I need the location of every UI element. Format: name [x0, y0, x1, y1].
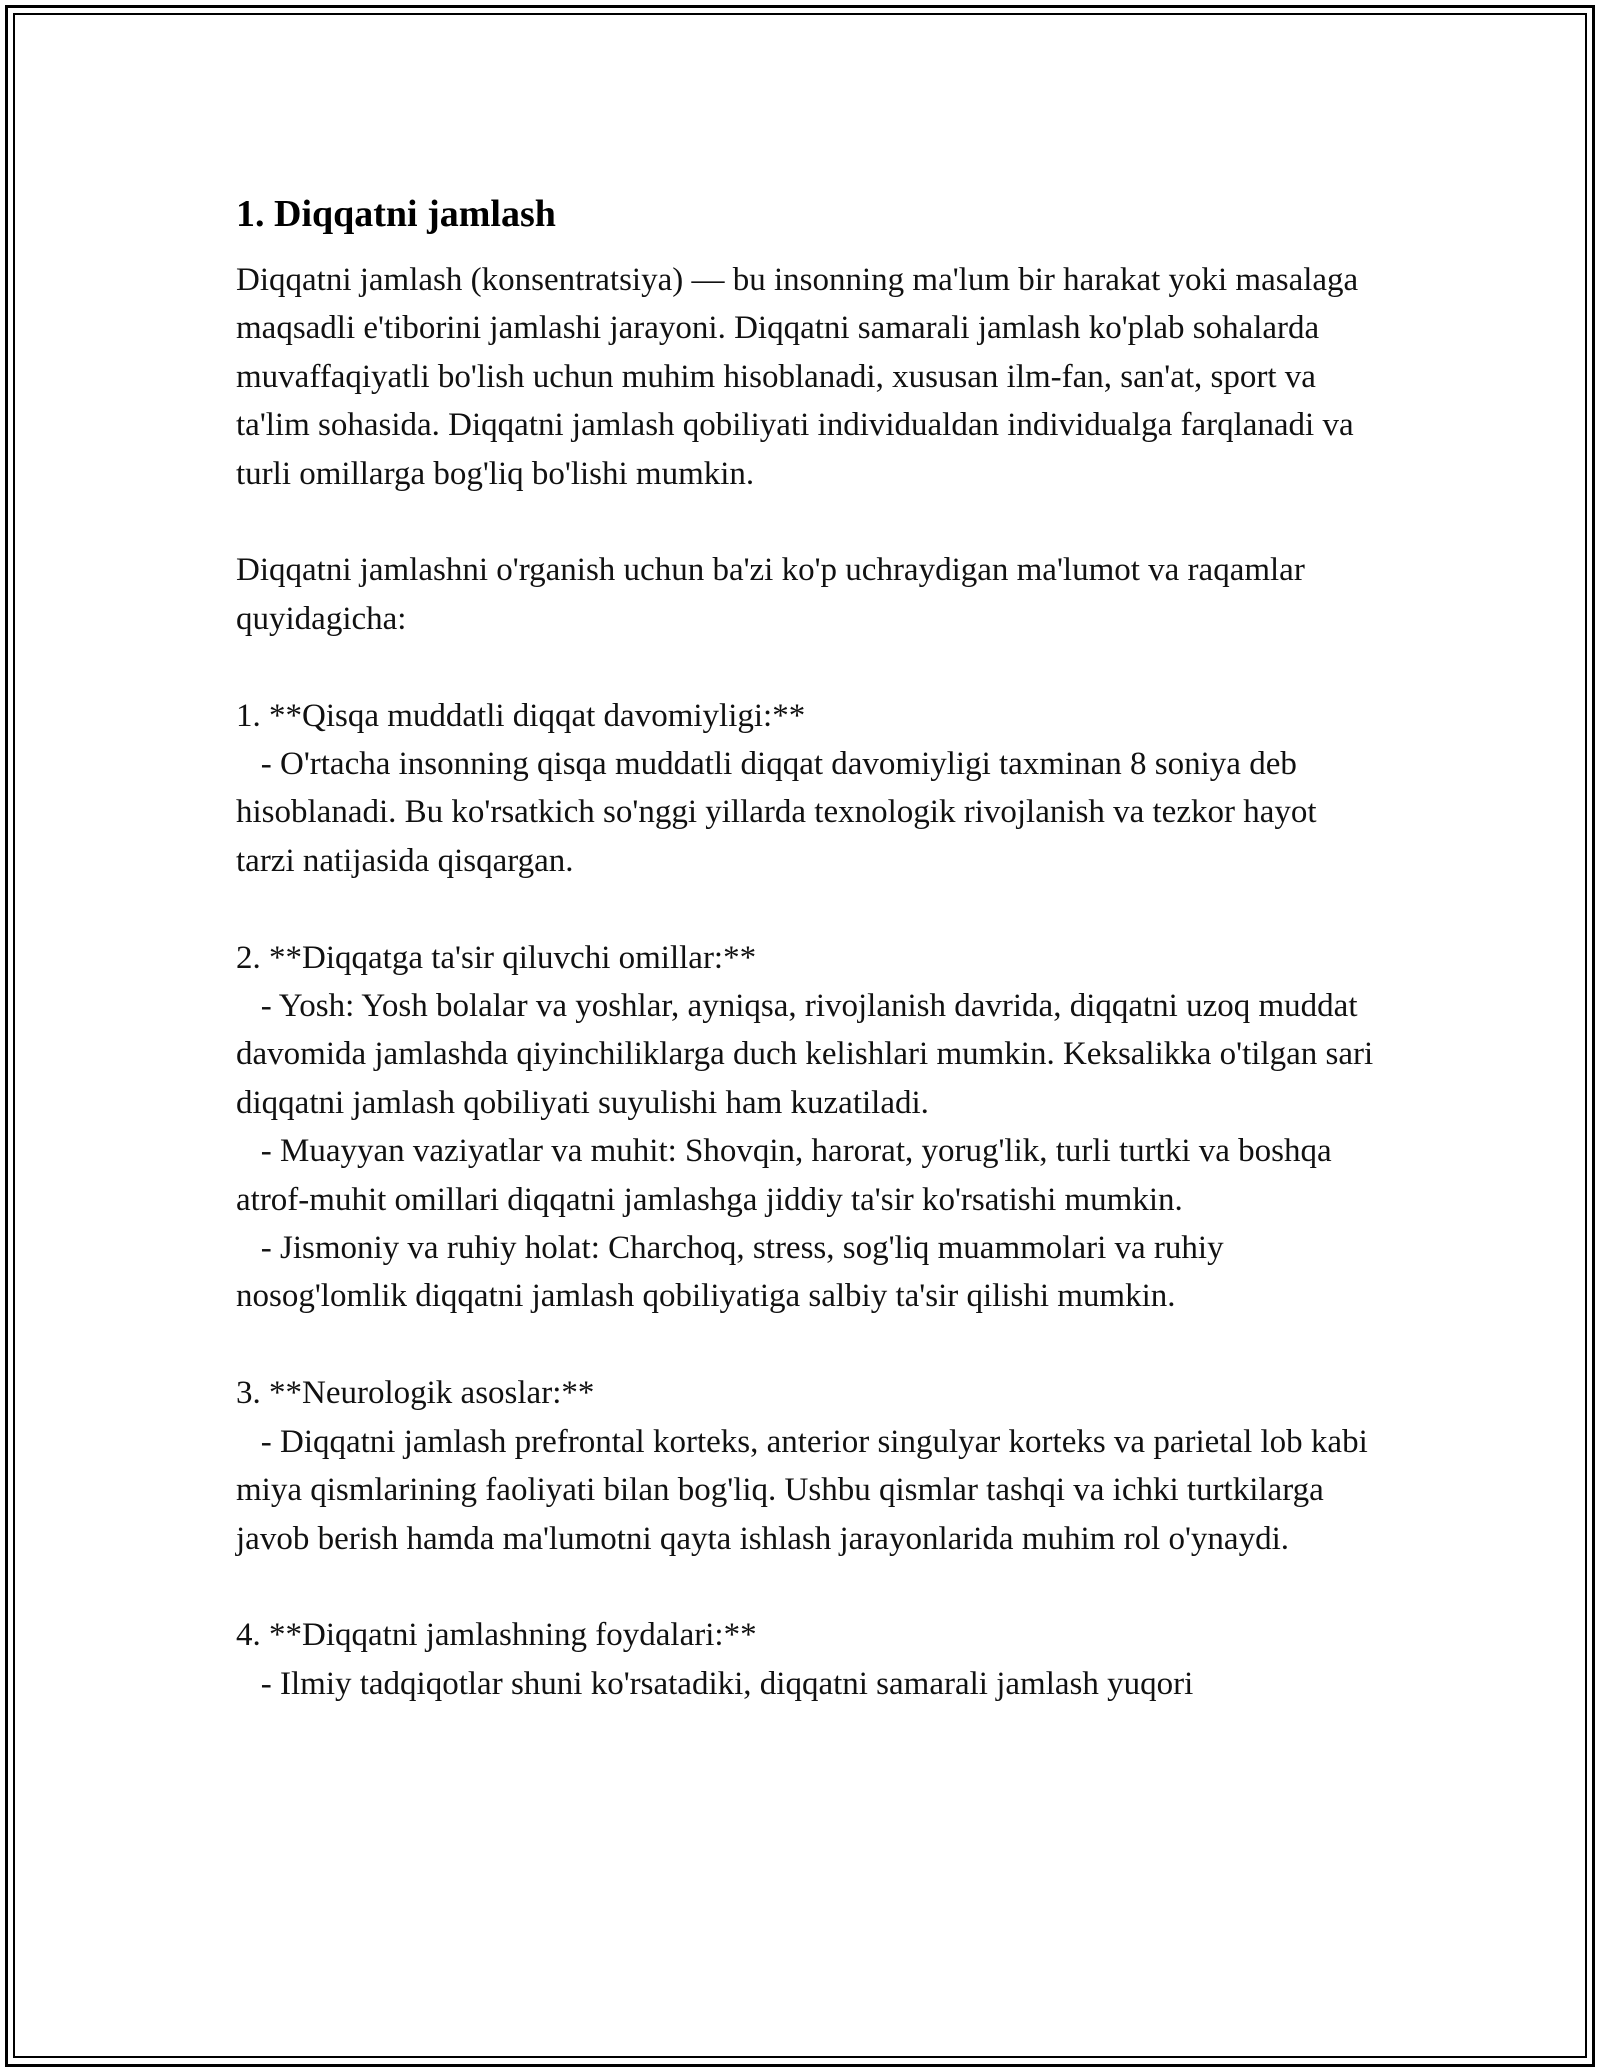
list-item-detail: - Diqqatni jamlash prefrontal korteks, anterior singulyar korteks va parietal lob kabi miya qismlarining faoliyati bilan bog'liq. Ushbu qismlar tashqi va ichki turtkilarga javob berish hamda ma'lumotni qayta ishlash jarayonlarida muhim rol o'ynaydi.: [236, 1423, 1376, 1557]
list-item-title: 2. **Diqqatga ta'sir qiluvchi omillar:**: [236, 939, 757, 976]
list-item-title: 1. **Qisqa muddatli diqqat davomiyligi:**: [236, 697, 806, 734]
paragraph-gap: [236, 1321, 1376, 1369]
list-section-1: [236, 692, 1376, 886]
list-item-detail: - O'rtacha insonning qisqa muddatli diqqat davomiyligi taxminan 8 soniya deb hisoblanadi. Bu ko'rsatkich so'nggi yillarda texnologik rivojlanish va tezkor hayot tarzi natijasida qisqargan.: [236, 746, 1325, 879]
paragraph-gap: [236, 643, 1376, 691]
list-item-detail: - Ilmiy tadqiqotlar shuni ko'rsatadiki, diqqatni samarali jamlash yuqori: [236, 1665, 1194, 1702]
list-item-detail: - Muayyan vaziyatlar va muhit: Shovqin, harorat, yorug'lik, turli turtki va boshqa atrof-muhit omillari diqqatni jamlashga jiddiy ta'sir ko'rsatishi mumkin.: [236, 1133, 1340, 1218]
list-item-title: 4. **Diqqatni jamlashning foydalari:**: [236, 1617, 757, 1654]
list-section-2: [236, 934, 1382, 1321]
paragraph-gap: [236, 498, 1376, 546]
paragraph-gap: [236, 1563, 1376, 1611]
list-item-title: 3. **Neurologik asoslar:**: [236, 1375, 595, 1412]
list-item-detail: - Jismoniy va ruhiy holat: Charchoq, stress, sog'liq muammolari va ruhiy nosog'lomlik diqqatni jamlash qobiliyatiga salbiy ta'sir qilishi mumkin.: [236, 1230, 1232, 1315]
list-item-detail: - Yosh: Yosh bolalar va yoshlar, ayniqsa, rivojlanish davrida, diqqatni uzoq muddat davomida jamlashda qiyinchiliklarga duch kelishlari mumkin. Keksalikka o'tilgan sari diqqatni jamlash qobiliyati suyulishi ham kuzatiladi.: [236, 988, 1382, 1121]
list-section-4: [236, 1611, 1376, 1708]
paragraph-gap: [236, 885, 1376, 933]
intro-paragraph: Diqqatni jamlash (konsentratsiya) — bu insonning ma'lum bir harakat yoki masalaga maqsadli e'tiborini jamlashi jarayoni. Diqqatni samarali jamlash ko'plab sohalarda muvaffaqiyatli bo'lish uchun muhim hisoblanadi, xususan ilm-fan, san'at, sport va ta'lim sohasida. Diqqatni jamlash qobiliyati individualdan individualga farqlanadi va turli omillarga bog'liq bo'lishi mumkin.: [236, 262, 1367, 492]
lead-paragraph: Diqqatni jamlashni o'rganish uchun ba'zi ko'p uchraydigan ma'lumot va raqamlar quyidagicha:: [236, 552, 1314, 637]
list-section-3: [236, 1369, 1376, 1563]
section-heading: 1. Diqqatni jamlash: [236, 193, 556, 235]
document-body: [236, 186, 1382, 1708]
